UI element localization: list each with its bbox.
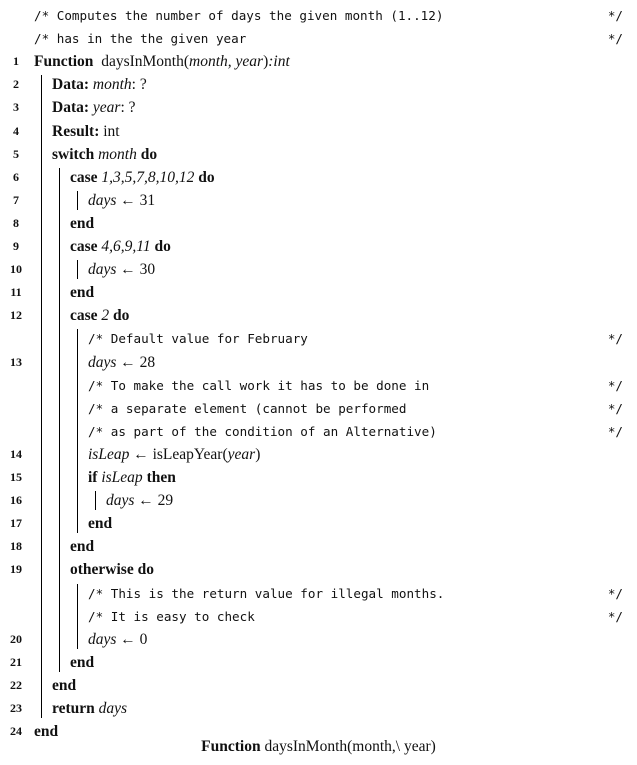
- line-number: 1: [13, 54, 19, 69]
- code-line: [0, 651, 637, 674]
- comment-line: [0, 374, 637, 397]
- code-text: [70, 651, 94, 674]
- comment-text: /* as part of the condition of an Alternative): [88, 423, 437, 439]
- code-line: [0, 304, 637, 327]
- code-text: [52, 143, 157, 166]
- code-line: [0, 143, 637, 166]
- comment-text: /* a separate element (cannot be performed: [88, 400, 407, 416]
- identifier: days: [94, 700, 128, 717]
- keyword: Data:: [52, 76, 90, 94]
- comment-line: [0, 420, 637, 443]
- comment-end: */: [607, 608, 623, 624]
- code-line: [0, 120, 637, 143]
- comment-text: /* Default value for February: [88, 331, 308, 347]
- comment-line: [0, 27, 637, 50]
- code-text: [88, 351, 155, 374]
- code-token: ): [263, 53, 269, 71]
- comment-text: /* It is easy to check: [88, 608, 255, 624]
- caption-label: Function: [201, 738, 261, 755]
- block-rule: [59, 168, 60, 672]
- keyword: switch: [52, 145, 95, 163]
- line-number: 9: [13, 239, 19, 253]
- code-token: ← 30: [116, 261, 156, 279]
- line-number: 23: [10, 701, 22, 715]
- keyword: end: [88, 515, 113, 533]
- line-number: 16: [10, 493, 22, 508]
- block-rule: [41, 75, 42, 718]
- identifier: 1,3,5,7,8,10,12: [97, 168, 195, 186]
- code-line: [0, 166, 637, 189]
- code-line: [0, 235, 637, 258]
- keyword: case: [70, 238, 98, 255]
- comment-line: [0, 582, 637, 605]
- line-number: 20: [10, 631, 22, 646]
- identifier: days: [88, 261, 117, 279]
- comment-text: /* Computes the number of days the given month (1..12): [34, 8, 444, 23]
- line-number: 13: [10, 354, 22, 369]
- keyword: end: [52, 676, 77, 694]
- code-line: [0, 189, 637, 212]
- comment-end: */: [607, 331, 623, 347]
- code-text: [70, 535, 94, 558]
- identifier: month: [94, 145, 137, 163]
- line-number: 11: [10, 285, 22, 300]
- keyword: end: [34, 723, 59, 741]
- code-text: [70, 235, 171, 258]
- line-number: 3: [13, 100, 19, 115]
- identifier: 2: [97, 307, 110, 325]
- block-rule: [77, 191, 78, 210]
- comment-end: */: [607, 585, 623, 601]
- keyword: end: [70, 214, 95, 232]
- comment-line: [0, 327, 637, 350]
- block-rule: [77, 329, 78, 533]
- comment-line: [0, 4, 637, 27]
- block-rule: [77, 260, 78, 279]
- code-text: [70, 558, 154, 581]
- identifier: year: [89, 99, 121, 117]
- keyword: then: [142, 469, 176, 486]
- code-line: [0, 73, 637, 96]
- comment-text: /* To make the call work it has to be done in: [88, 377, 430, 393]
- code-token: ← 29: [134, 492, 174, 510]
- code-token: ← 0: [116, 630, 148, 648]
- code-line: [0, 512, 637, 535]
- identifier: days: [88, 191, 117, 209]
- code-token: ): [255, 445, 261, 463]
- keyword: return: [52, 700, 95, 717]
- line-number: 14: [10, 446, 22, 461]
- code-text: [52, 697, 127, 720]
- code-text: [52, 96, 136, 119]
- code-line: [0, 443, 637, 466]
- code-token: int: [99, 122, 120, 140]
- block-rule: [77, 584, 78, 649]
- code-line: [0, 212, 637, 235]
- keyword: end: [70, 538, 95, 556]
- code-line: [0, 674, 637, 697]
- comment-line: [0, 397, 637, 420]
- line-number: 2: [13, 77, 19, 92]
- line-number: 8: [13, 215, 19, 230]
- code-line: [0, 466, 637, 489]
- keyword: otherwise do: [70, 561, 154, 579]
- code-line: [0, 535, 637, 558]
- comment-line: [0, 605, 637, 628]
- code-line: [0, 628, 637, 651]
- identifier: :int: [268, 53, 290, 71]
- identifier: isLeap: [97, 469, 143, 486]
- keyword: Function: [34, 53, 94, 71]
- identifier: month: [89, 76, 132, 94]
- code-line: [0, 351, 637, 374]
- keyword: do: [109, 307, 130, 325]
- code-text: [88, 189, 155, 212]
- code-text: [70, 166, 215, 189]
- caption-text: daysInMonth(month,\ year): [260, 738, 436, 755]
- keyword: if: [88, 469, 98, 486]
- code-text: [88, 628, 147, 651]
- line-number: 10: [10, 262, 22, 277]
- code-token: ← 28: [116, 353, 156, 371]
- code-text: [88, 512, 112, 535]
- code-text: [106, 489, 173, 512]
- keyword: Data:: [52, 99, 90, 117]
- code-line: [0, 697, 637, 720]
- comment-end: */: [607, 31, 623, 47]
- keyword: end: [70, 284, 95, 302]
- code-line: [0, 558, 637, 581]
- identifier: isLeap: [88, 445, 130, 463]
- line-number: 6: [13, 169, 19, 184]
- code-text: [52, 73, 147, 96]
- code-token: : ?: [120, 99, 136, 117]
- comment-text: /* has in the the given year: [34, 31, 247, 47]
- line-number: 22: [10, 677, 22, 692]
- code-token: ← 31: [116, 191, 156, 209]
- block-rule: [95, 491, 96, 510]
- identifier: days: [106, 492, 135, 510]
- keyword: case: [70, 168, 98, 186]
- code-line: [0, 258, 637, 281]
- code-text: [88, 258, 155, 281]
- identifier: 4,6,9,11: [97, 238, 151, 255]
- comment-text: /* This is the return value for illegal months.: [88, 585, 445, 601]
- identifier: year: [227, 445, 256, 463]
- identifier: days: [88, 630, 117, 648]
- code-text: [70, 212, 94, 235]
- identifier: month, year: [189, 53, 264, 71]
- code-line: [0, 281, 637, 304]
- comment-end: */: [607, 423, 623, 439]
- comment-end: */: [607, 8, 623, 23]
- line-number: 19: [10, 562, 22, 577]
- code-token: : ?: [131, 76, 147, 94]
- comment-end: */: [607, 400, 623, 416]
- code-text: [34, 50, 290, 73]
- line-number: 15: [10, 470, 22, 484]
- code-text: [52, 674, 76, 697]
- keyword: end: [70, 653, 95, 671]
- code-text: [70, 281, 94, 304]
- code-text: [88, 443, 260, 466]
- line-number: 7: [13, 192, 19, 207]
- keyword: do: [136, 145, 158, 163]
- line-number: 17: [10, 516, 22, 531]
- keyword: do: [194, 168, 215, 186]
- code-line: [0, 50, 637, 73]
- code-text: [52, 120, 120, 143]
- code-token: ← isLeapYear(: [129, 445, 228, 463]
- comment-end: */: [607, 377, 623, 393]
- line-number: 24: [10, 724, 22, 739]
- algorithm-caption: [0, 735, 637, 758]
- line-number: 4: [13, 123, 19, 138]
- keyword: case: [70, 307, 98, 325]
- code-line: [0, 96, 637, 119]
- code-text: [88, 466, 176, 489]
- keyword: do: [150, 238, 171, 255]
- line-number: 12: [10, 308, 22, 323]
- code-text: [70, 304, 129, 327]
- identifier: days: [88, 353, 117, 371]
- code-token: daysInMonth(: [93, 53, 190, 71]
- line-number: 21: [10, 654, 22, 669]
- line-number: 18: [10, 539, 22, 554]
- line-number: 5: [13, 146, 19, 161]
- keyword: Result:: [52, 122, 100, 140]
